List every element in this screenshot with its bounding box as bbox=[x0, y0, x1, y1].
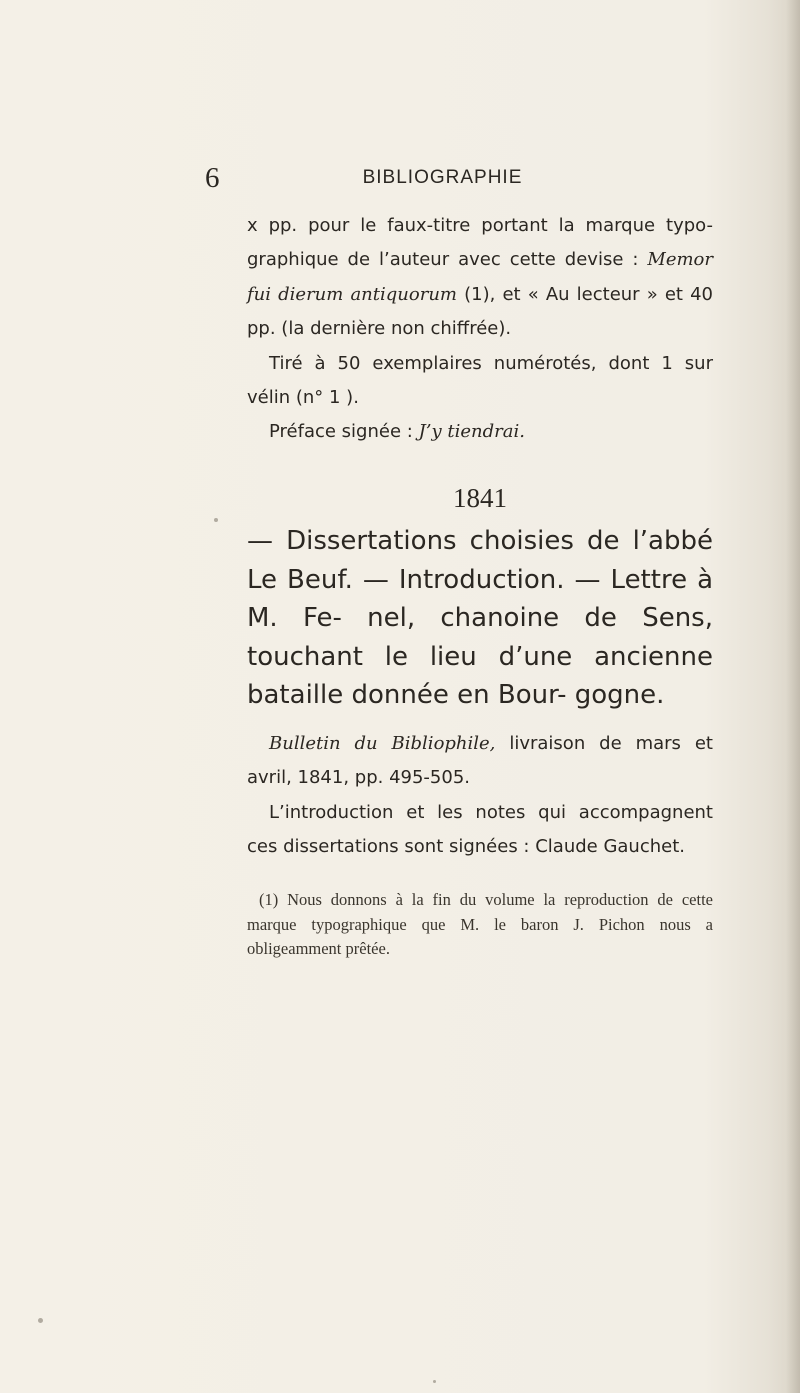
paper-speck bbox=[214, 518, 218, 522]
print-run-paragraph: Tiré à 50 exemplaires numérotés, dont 1 sur vélin (n° 1 ). bbox=[247, 352, 713, 409]
page-edge-shadow bbox=[786, 0, 800, 1393]
collation-text-end: (1), et « Au lecteur » et 40 pp. (la dernière non chiffrée). bbox=[247, 283, 713, 340]
note-paragraph: L’introduction et les notes qui accompagnent ces dissertations sont signées : Claude Gauchet. bbox=[247, 801, 713, 858]
collation-text: x pp. pour le faux-titre portant la marque typo- graphique de l’auteur avec cette devise : bbox=[247, 215, 713, 271]
footnote-text: (1) Nous donnons à la fin du volume la reproduction de cette marque typographique que M. le baron J. Pichon nous a obligeamment prêtée. bbox=[247, 890, 713, 959]
year-heading: 1841 bbox=[453, 483, 507, 513]
paper-speck bbox=[38, 1318, 43, 1323]
running-head: BIBLIOGRAPHIE bbox=[362, 167, 523, 188]
page-number: 6 bbox=[205, 162, 220, 194]
source-block bbox=[247, 727, 713, 865]
entry-title: — Dissertations choisies de l’abbé Le Beuf. — Introduction. — Lettre à M. Fe- nel, chanoine de Sens, touchant le lieu d’une ancienne bataille donnée en Bour- gogne. bbox=[247, 526, 713, 711]
page-header bbox=[205, 160, 625, 196]
preface-label: Préface signée : bbox=[269, 421, 419, 443]
source-details: livraison de mars et avril, 1841, pp. 495-505. bbox=[247, 733, 713, 789]
preface-paragraph bbox=[247, 415, 713, 449]
motto-text: Memor fui dierum antiquorum bbox=[247, 249, 713, 305]
collation-paragraph bbox=[247, 209, 713, 347]
preface-signature: J’y tiendrai. bbox=[418, 421, 525, 443]
entry-title-block bbox=[247, 522, 713, 715]
source-title: Bulletin du Bibliophile, bbox=[269, 733, 496, 754]
description-block bbox=[247, 209, 713, 450]
source-paragraph bbox=[247, 727, 713, 796]
footnote bbox=[247, 888, 713, 962]
paper-speck bbox=[433, 1380, 436, 1383]
